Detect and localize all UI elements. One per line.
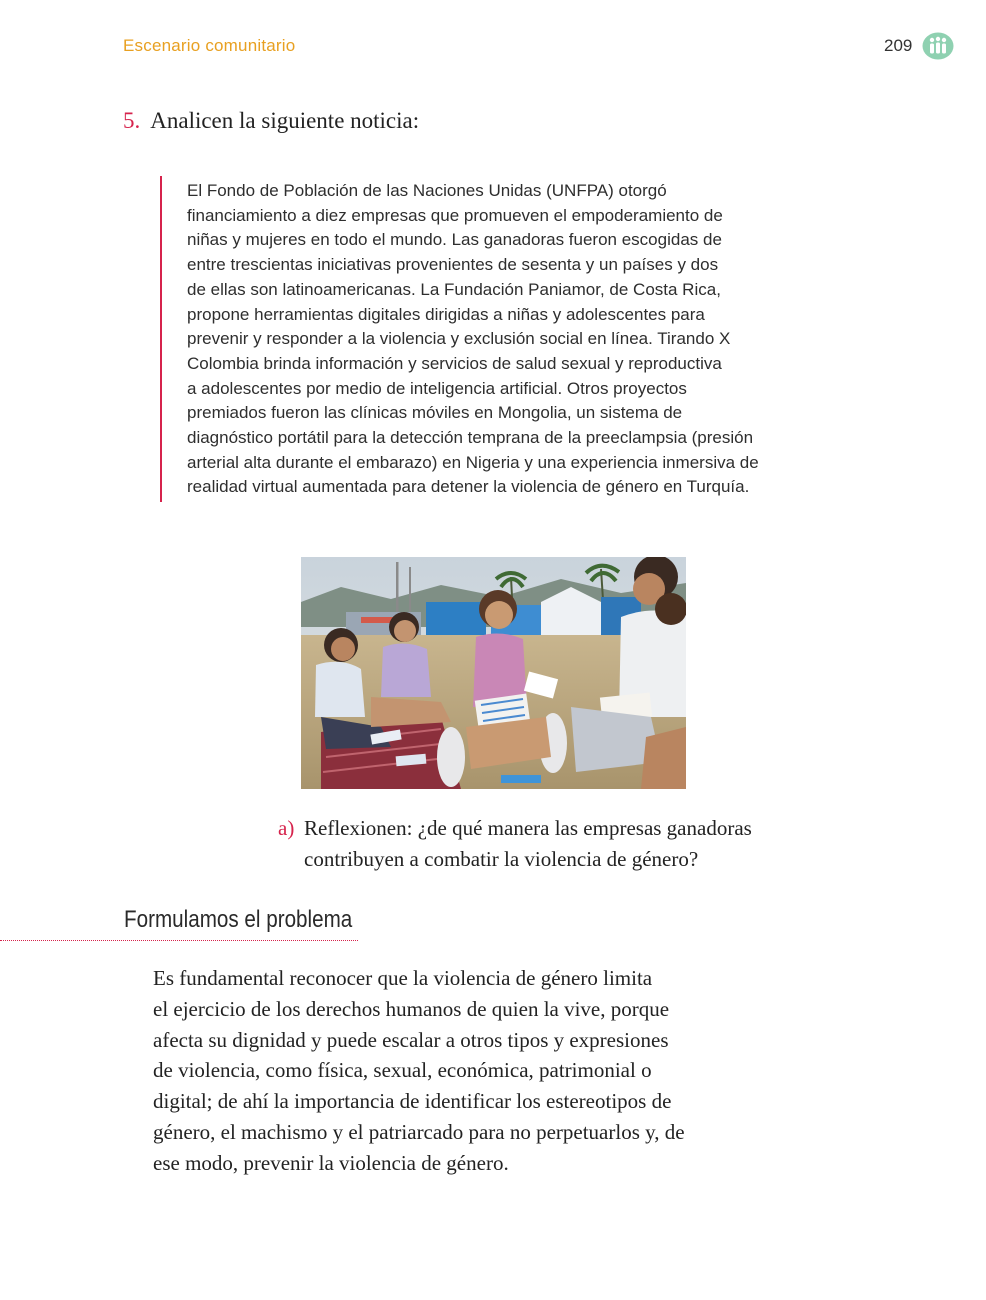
news-line: entre trescientas iniciativas provenientes de sesenta y un países y dos [187, 255, 719, 275]
body-line: Es fundamental reconocer que la violencia de género limita [153, 966, 653, 990]
activity-title [123, 108, 419, 134]
news-line: Colombia brinda información y servicios de salud sexual y reproductiva [187, 353, 722, 373]
question-letter: a) [278, 816, 295, 840]
news-line: prevenir y responder a la violencia y exclusión social en línea. Tirando X [187, 329, 731, 349]
activity-number: 5. [123, 108, 141, 133]
body-line: ese modo, prevenir la violencia de género. [153, 1150, 509, 1175]
news-text [187, 179, 847, 500]
photo-girls-reading [301, 557, 686, 789]
news-line: El Fondo de Población de las Naciones Unidas (UNFPA) otorgó [187, 181, 667, 200]
body-line: afecta su dignidad y puede escalar a otros tipos y expresiones [153, 1027, 669, 1052]
news-line: premiados fueron las clínicas móviles en Mongolia, un sistema de [187, 403, 683, 423]
news-line: financiamiento a diez empresas que promueven el empoderamiento de [187, 205, 723, 225]
question-line: contribuyen a combatir la violencia de género? [304, 847, 699, 871]
question-text [304, 813, 752, 875]
question-line: Reflexionen: ¿de qué manera las empresas ganadoras [304, 816, 752, 840]
news-line: propone herramientas digitales dirigidas a niñas y adolescentes para [187, 304, 705, 324]
body-line: digital; de ahí la importancia de identificar los estereotipos de [153, 1089, 672, 1114]
section-heading: Formulamos el problema [124, 906, 353, 933]
body-line: género, el machismo y el patriarcado para no perpetuarlos y, de [153, 1119, 685, 1144]
news-quote [160, 176, 842, 502]
news-line: a adolescentes por medio de inteligencia artificial. Otros proyectos [187, 378, 687, 398]
news-line: de ellas son latinoamericanas. La Fundación Paniamor, de Costa Rica, [187, 279, 721, 299]
section-divider [0, 940, 358, 941]
activity-title-text: Analicen la siguiente noticia: [150, 108, 420, 133]
body-line: de violencia, como física, sexual, económica, patrimonial o [153, 1058, 652, 1083]
news-line: arterial alta durante el embarazo) en Nigeria y una experiencia inmersiva de [187, 452, 759, 472]
section-body [153, 963, 853, 1179]
news-line: niñas y mujeres en todo el mundo. Las ganadoras fueron escogidas de [187, 230, 722, 250]
news-line: realidad virtual aumentada para detener la violencia de género en Turquía. [187, 477, 750, 497]
community-scenario-icon [922, 32, 954, 60]
body-line: el ejercicio de los derechos humanos de quien la vive, porque [153, 996, 670, 1021]
page-number: 209 [884, 36, 913, 55]
section-label: Escenario comunitario [123, 36, 296, 55]
news-line: diagnóstico portátil para la detección temprana de la preeclampsia (presión [187, 428, 754, 448]
